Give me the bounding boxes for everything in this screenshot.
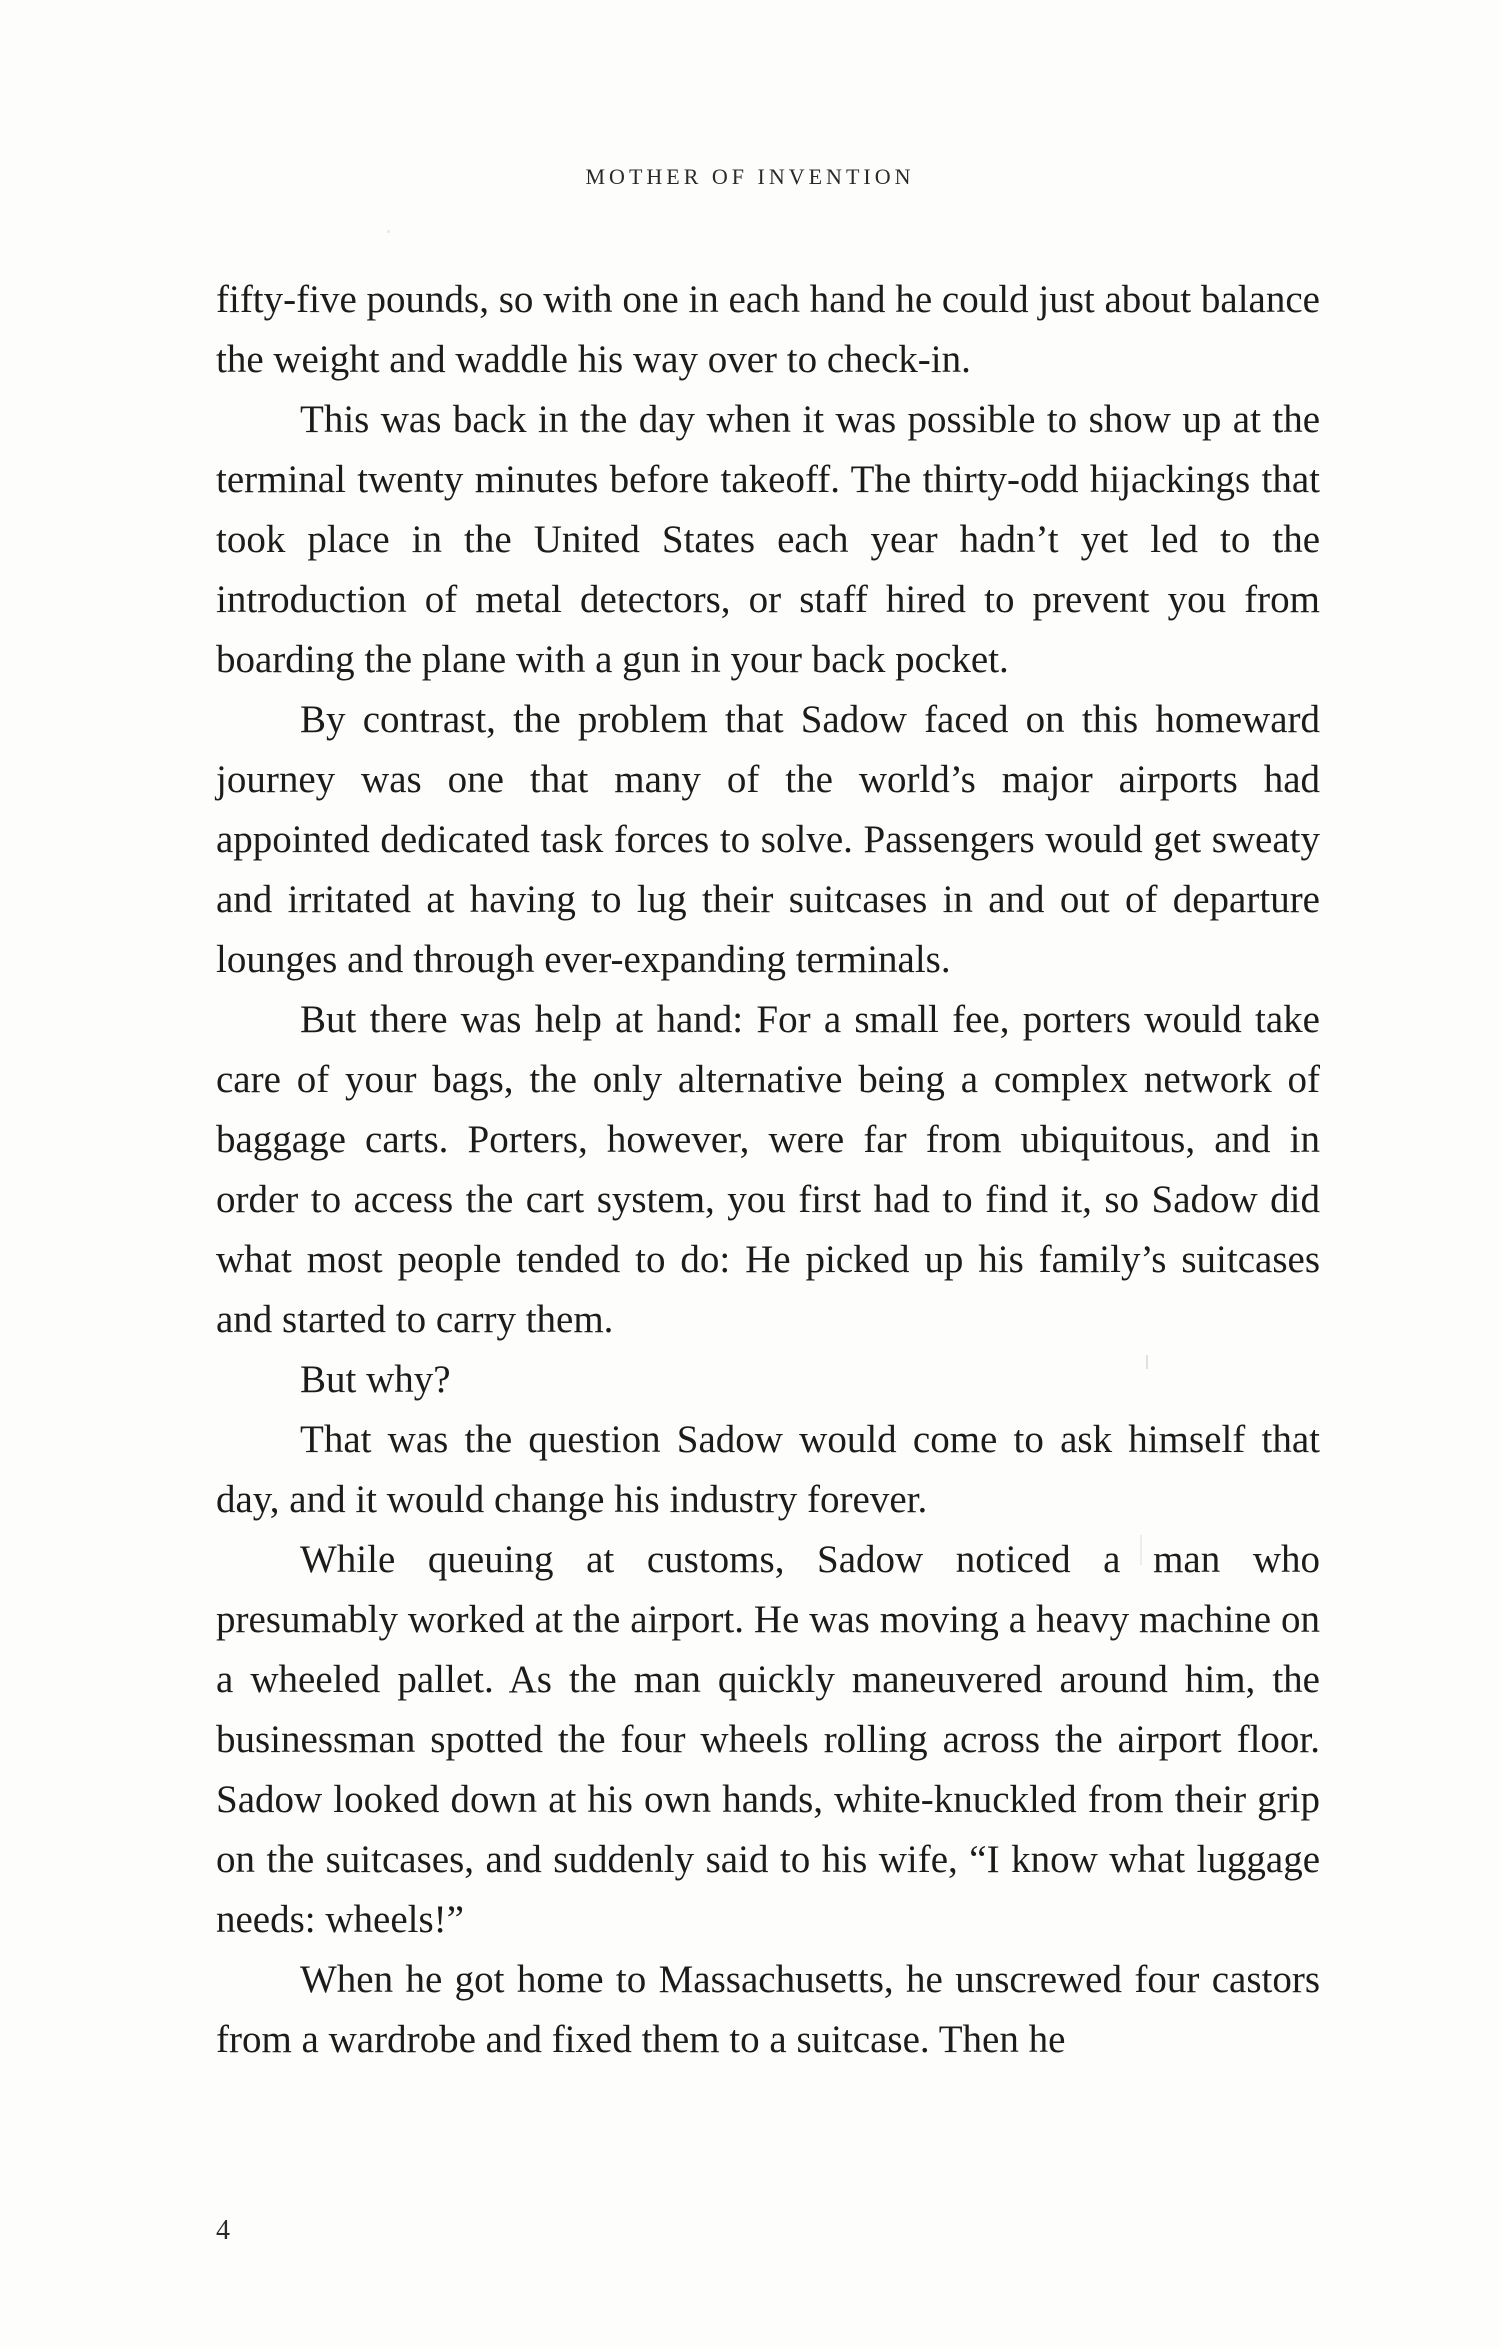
paragraph-6: That was the question Sadow would come to ask himself that day, and it would change his industry forever. [216, 1418, 1320, 1521]
paragraph-5: But why? [300, 1358, 451, 1401]
body-text [216, 270, 1320, 2070]
running-head: MOTHER OF INVENTION [585, 164, 915, 189]
paragraph-1: fifty-five pounds, so with one in each hand he could just about balance the weight and waddle his way over to check-in. [216, 278, 1320, 381]
paragraph-2: This was back in the day when it was possible to show up at the terminal twenty minutes before takeoff. The thirty-odd hijackings that took place in the United States each year hadn’t yet led to the introduction of metal detectors, or staff hired to prevent you from boarding the plane with a gun in your back pocket. [216, 398, 1320, 681]
paragraph-7: While queuing at customs, Sadow noticed a man who presumably worked at the airport. He was moving a heavy machine on a wheeled pallet. As the man quickly maneuvered around him, the businessman spotted the four wheels rolling across the airport floor. Sadow looked down at his own hands, white-knuckled from their grip on the suitcases, and suddenly said to his wife, “I know what luggage needs: wheels!” [216, 1538, 1320, 1941]
paragraph-8: When he got home to Massachusetts, he unscrewed four castors from a wardrobe and fixed them to a suitcase. Then he [216, 1958, 1320, 2061]
scan-speck [1146, 1355, 1148, 1369]
scan-speck [387, 230, 390, 233]
paragraph-4: But there was help at hand: For a small fee, porters would take care of your bags, the only alternative being a complex network of baggage carts. Porters, however, were far from ubiquitous, and in order to access the cart system, you first had to find it, so Sadow did what most people tended to do: He picked up his family’s suitcases and started to carry them. [216, 998, 1320, 1341]
page-number: 4 [216, 2215, 230, 2246]
scan-speck [1140, 1535, 1142, 1565]
paragraph-3: By contrast, the problem that Sadow faced on this homeward journey was one that many of the world’s major airports had appointed dedicated task forces to solve. Passengers would get sweaty and irritated at having to lug their suitcases in and out of departure lounges and through ever-expanding terminals. [216, 698, 1320, 981]
